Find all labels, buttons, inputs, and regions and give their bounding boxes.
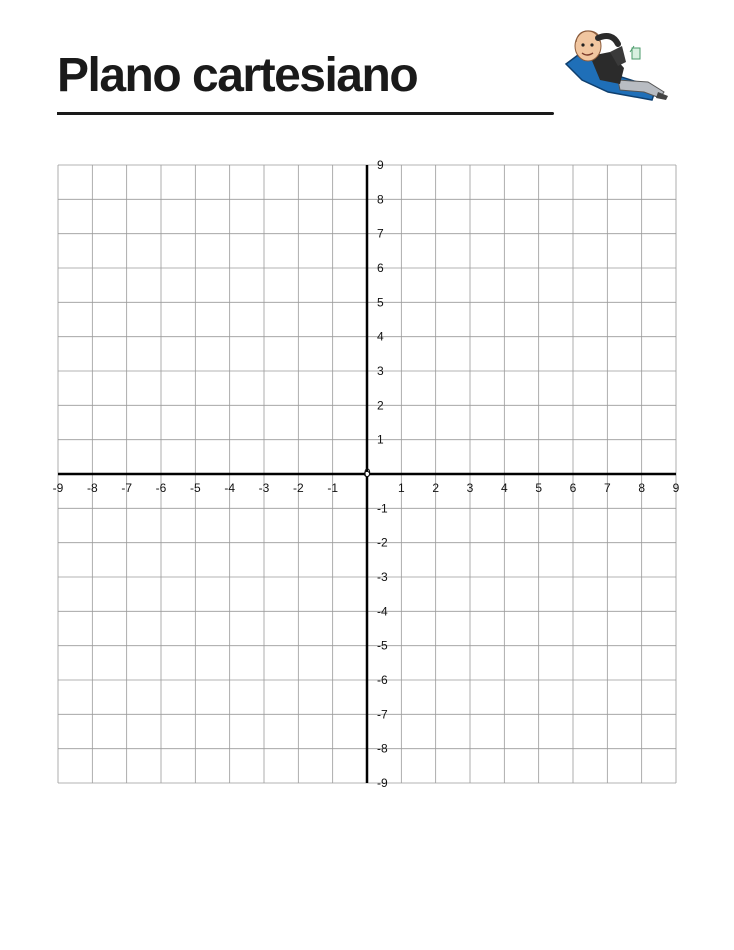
x-tick-label: 7: [603, 481, 611, 495]
x-tick-label: -3: [258, 481, 270, 495]
y-tick-label: 3: [377, 364, 384, 378]
y-tick-label: -6: [377, 673, 388, 687]
y-tick-label: -1: [377, 501, 388, 516]
x-tick-label: 9: [672, 481, 680, 495]
x-tick-label: -9: [52, 481, 64, 495]
x-tick-label: -4: [224, 481, 236, 495]
x-tick-label: -8: [86, 481, 98, 495]
x-tick-label: -5: [189, 481, 201, 495]
page-title: Plano cartesiano: [57, 49, 418, 102]
x-tick-label: 5: [535, 481, 543, 495]
y-tick-label: -9: [377, 776, 388, 790]
x-tick-label: 1: [397, 481, 405, 495]
origin-label: 0: [364, 466, 371, 480]
x-tick-label: -7: [121, 481, 133, 495]
y-tick-label: -2: [377, 535, 388, 550]
x-tick-label: -2: [292, 481, 304, 495]
x-tick-label: -6: [155, 481, 167, 495]
y-tick-label: 2: [377, 398, 384, 413]
y-tick-label: 8: [377, 192, 384, 207]
y-tick-label: -7: [377, 707, 388, 722]
x-tick-label: 3: [466, 481, 474, 495]
y-tick-label: -5: [377, 638, 388, 653]
y-tick-label: -4: [377, 604, 388, 619]
y-tick-label: -8: [377, 741, 388, 756]
x-tick-label: 4: [500, 481, 508, 495]
y-tick-label: -3: [377, 570, 388, 584]
y-tick-label: 9: [377, 158, 384, 172]
y-tick-label: 5: [377, 295, 384, 310]
x-tick-label: 6: [569, 481, 577, 495]
y-tick-label: 4: [377, 329, 384, 344]
y-tick-label: 7: [377, 226, 384, 241]
x-tick-label: 8: [638, 481, 646, 495]
y-tick-label: 1: [377, 432, 384, 447]
y-tick-label: 6: [377, 261, 384, 275]
x-tick-label: 2: [432, 481, 440, 495]
x-tick-label: -1: [327, 481, 339, 495]
